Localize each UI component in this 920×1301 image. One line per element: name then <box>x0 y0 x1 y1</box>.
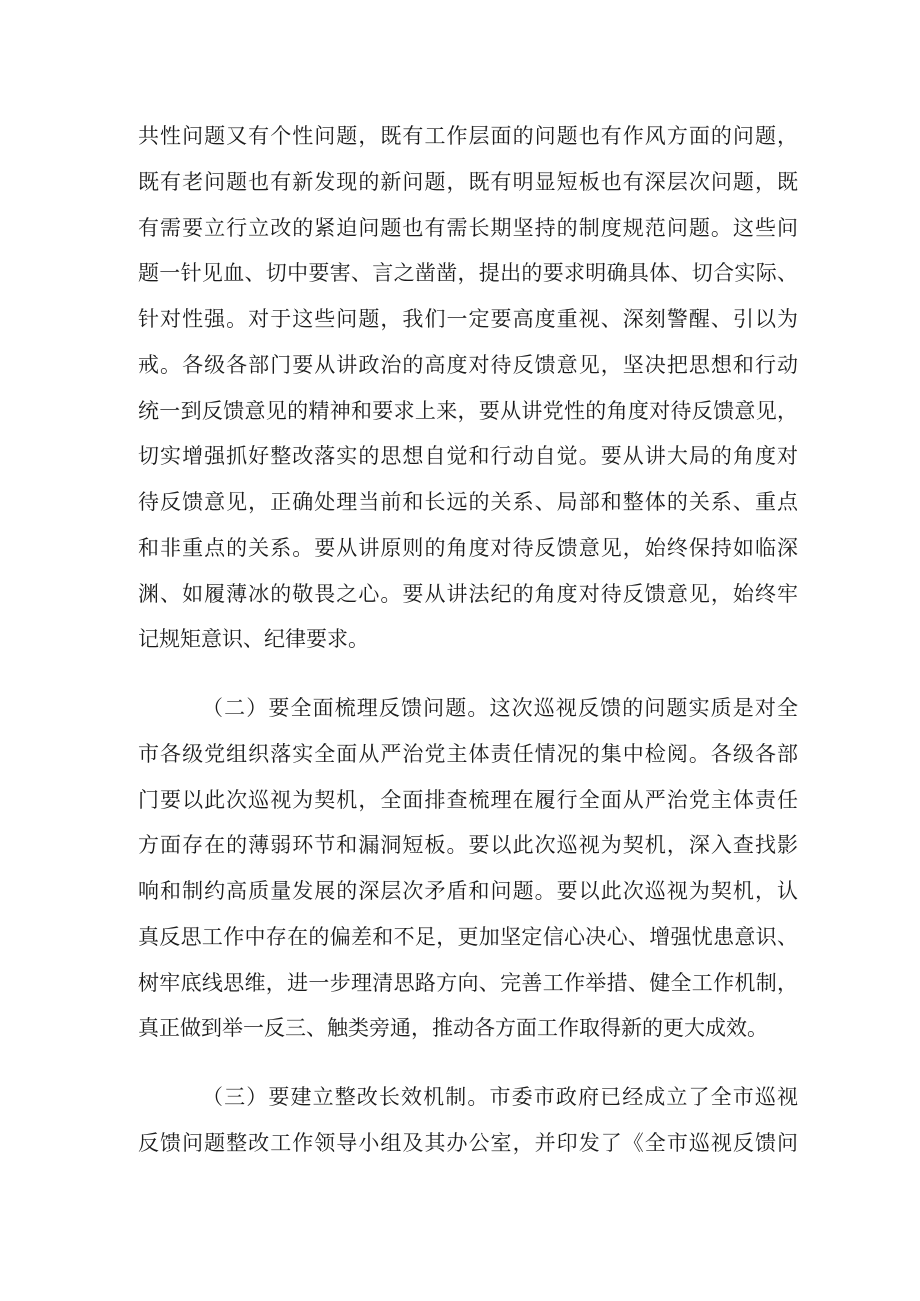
text-line: 渊、如履薄冰的敬畏之心。要从讲法纪的角度对待反馈意见，始终牢 <box>138 581 798 606</box>
text-line: 市各级党组织落实全面从严治党主体责任情况的集中检阅。各级各部 <box>138 741 798 766</box>
text-line: 门要以此次巡视为契机，全面排查梳理在履行全面从严治党主体责任 <box>138 787 798 812</box>
paragraph-gap <box>138 1052 798 1075</box>
text-line: 记规矩意识、纪律要求。 <box>138 627 369 652</box>
text-line: 既有老问题也有新发现的新问题，既有明显短板也有深层次问题，既 <box>138 169 798 194</box>
text-line: 方面存在的薄弱环节和漏洞短板。要以此次巡视为契机，深入查找影 <box>138 833 798 858</box>
text-line: 反馈问题整改工作领导小组及其办公室，并印发了《全市巡视反馈问 <box>138 1130 798 1155</box>
document-body <box>138 114 798 1167</box>
text-line: 真反思工作中存在的偏差和不足，更加坚定信心决心、增强忧患意识、 <box>138 924 798 949</box>
text-line: （二）要全面梳理反馈问题。这次巡视反馈的问题实质是对全 <box>202 696 798 720</box>
text-line: 响和制约高质量发展的深层次矛盾和问题。要以此次巡视为契机，认 <box>138 879 798 903</box>
text-line: 针对性强。对于这些问题，我们一定要高度重视、深刻警醒、引以为 <box>138 307 798 331</box>
text-line: 统一到反馈意见的精神和要求上来，要从讲党性的角度对待反馈意见， <box>138 398 798 423</box>
text-line: 有需要立行立改的紧迫问题也有需长期坚持的制度规范问题。这些问 <box>138 215 798 240</box>
paragraph-3 <box>138 1075 798 1167</box>
text-line: 树牢底线思维，进一步理清思路方向、完善工作举措、健全工作机制， <box>138 970 798 995</box>
text-line: 待反馈意见，正确处理当前和长远的关系、局部和整体的关系、重点 <box>138 490 798 514</box>
text-line: 题一针见血、切中要害、言之凿凿，提出的要求明确具体、切合实际、 <box>138 261 798 286</box>
paragraph-2 <box>138 686 798 1052</box>
text-line: 共性问题又有个性问题，既有工作层面的问题也有作风方面的问题， <box>138 124 798 148</box>
text-line: 戒。各级各部门要从讲政治的高度对待反馈意见，坚决把思想和行动 <box>138 352 798 377</box>
text-line: 切实增强抓好整改落实的思想自觉和行动自觉。要从讲大局的角度对 <box>138 444 798 469</box>
text-line: （三）要建立整改长效机制。市委市政府已经成立了全市巡视 <box>202 1085 798 1109</box>
text-line: 真正做到举一反三、触类旁通，推动各方面工作取得新的更大成效。 <box>138 1016 768 1041</box>
paragraph-gap <box>138 663 798 686</box>
paragraph-1 <box>138 114 798 663</box>
text-line: 和非重点的关系。要从讲原则的角度对待反馈意见，始终保持如临深 <box>138 535 798 560</box>
